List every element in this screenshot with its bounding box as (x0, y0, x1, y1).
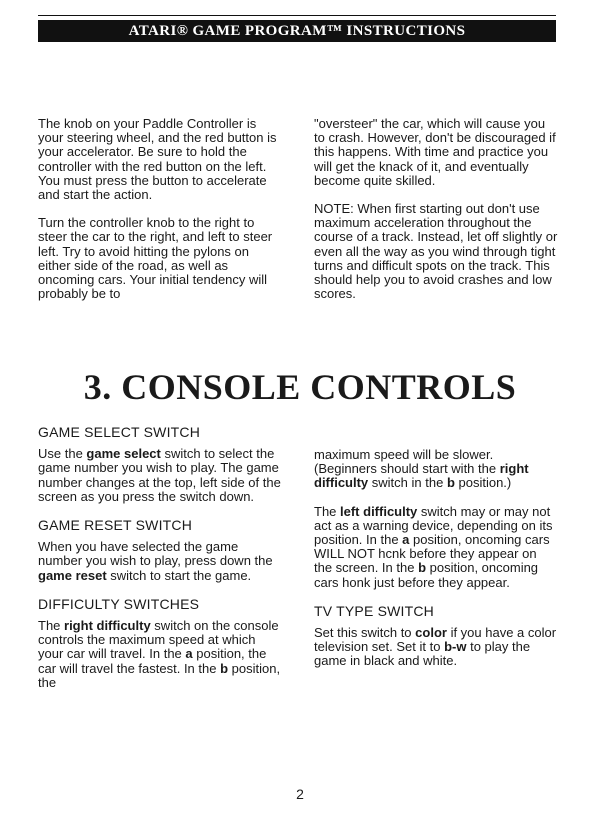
note-text: When first starting out don't use maximum acceleration throughout the course of a track. Instead, let off slightly or even all the way as you wind through tight turns and difficult spots on the track. This should help you to avoid crashes and low scores. (314, 201, 558, 302)
note-label: NOTE: (314, 201, 354, 217)
paragraph: maximum speed will be slower. (Beginners should start with the right difficulty switch in the b position.) (314, 447, 529, 491)
subheading: DIFFICULTY SWITCHES (38, 595, 200, 612)
paragraph: The right difficulty switch on the console controls the maximum speed at which your car will travel. In the a position, the car will travel the fastest. In the b position, the (38, 618, 281, 690)
paragraph: Turn the controller knob to the right to steer the car to the right, and left to steer left. Try to avoid hitting the pylons on either side of the road, as well as oncoming cars. Your initial tendency will probably be to (38, 215, 273, 302)
note-paragraph (314, 202, 558, 301)
paragraph: The left difficulty switch may or may not act as a warning device, depending on its position. In the a position, oncoming cars WILL NOT hcnk before they appear on the screen. In the b position, oncoming cars honk just before they appear. (314, 503, 553, 590)
header-title: ATARI® GAME PROGRAM™ INSTRUCTIONS (128, 22, 466, 39)
section-title: 3. CONSOLE CONTROLS (83, 367, 517, 407)
top-right-column (314, 117, 558, 315)
paragraph: The knob on your Paddle Controller is your steering wheel, and the red button is your accelerator. Be sure to hold the controller with the red button on the left. You must press the button to accelerate and start the action. (38, 116, 277, 203)
header-top-rule (38, 15, 556, 16)
paragraph: "oversteer" the car, which will cause you to crash. However, don't be discouraged if this happens. With time and practice you will get the knack of it, and eventually become quite skilled. (314, 116, 556, 188)
header-banner (38, 20, 556, 42)
bottom-left-column (38, 425, 284, 704)
bottom-right-column (314, 448, 558, 683)
page-number: 2 (296, 786, 304, 802)
subheading: GAME SELECT SWITCH (38, 424, 201, 440)
top-left-column (38, 117, 284, 315)
paragraph: Use the game select switch to select the game number you wish to play. The game number changes at the top, left side of the screen as you press the switch down. (38, 446, 281, 504)
paragraph: When you have selected the game number you wish to play, press down the game reset switch to start the game. (38, 539, 273, 583)
subheading: TV TYPE SWITCH (314, 602, 434, 619)
subheading: GAME RESET SWITCH (38, 517, 193, 534)
paragraph: Set this switch to color if you have a color television set. Set it to b-w to play the game in black and white. (314, 625, 557, 669)
